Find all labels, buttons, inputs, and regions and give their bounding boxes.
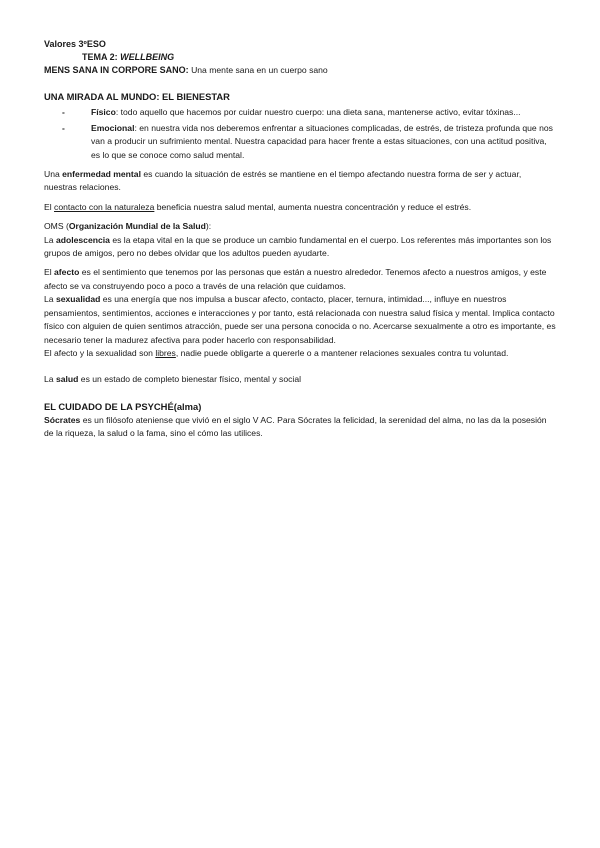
topic-name: WELLBEING: [120, 52, 175, 62]
text: es la etapa vital en la que se produce un cambio fundamental en el cuerpo. Los referentes más importantes son los grupos de amigos, pero no debes olvidar que los adultos pueden ayudarte.: [44, 234, 552, 259]
text: beneficia nuestra salud mental, aumenta nuestra concentración y reduce el estrés.: [154, 201, 472, 212]
term-enfermedad-mental: enfermedad mental: [62, 169, 141, 180]
paragraph-affection: [44, 266, 556, 293]
text: La: [44, 374, 56, 385]
term-libres: libres: [155, 347, 176, 358]
motto-translation: Una mente sana en un cuerpo sano: [188, 65, 328, 75]
term-oms: Organización Mundial de la Salud: [68, 221, 206, 232]
motto-line: [44, 64, 556, 77]
list-item: [44, 106, 556, 119]
section1-heading: UNA MIRADA AL MUNDO: EL BIENESTAR: [44, 91, 230, 103]
list-item: [44, 122, 556, 162]
term-sexualidad: sexualidad: [55, 294, 101, 305]
list-item-text: : todo aquello que hacemos por cuidar nuestro cuerpo: una dieta sana, mantenerse activo, evitar tóxinas...: [115, 107, 521, 118]
topic-label: TEMA 2:: [82, 52, 121, 62]
paragraph-socrates: [44, 414, 556, 441]
text: es cuando la situación de estrés se mantiene en el tiempo afectando nuestra forma de ser y actuar, nuestras relaciones.: [44, 169, 522, 193]
text: OMS (: [44, 221, 69, 232]
text: es una energía que nos impulsa a buscar afecto, contacto, placer, ternura, intimidad..., influye en nuestros pensamientos, sentimientos, acciones e interacciones y por tanto, está relacionada con nuestra salud física y mental. Implica contacto físico con alguien de quien sentimos atracción, puede ser una persona conocida o no. Acercarse sexualmente a otro es importante, es necesario tener la madurez afectiva para poder hacerlo con responsabilidad.: [44, 294, 556, 345]
paragraph-sexuality: [44, 293, 556, 347]
term-socrates: Sócrates: [44, 414, 81, 425]
wellbeing-list: [44, 106, 556, 162]
paragraph-adolescence: [44, 234, 556, 261]
paragraph-mental-illness: [44, 168, 556, 195]
list-item-term: Físico: [91, 107, 116, 118]
motto-latin: MENS SANA IN CORPORE SANO:: [44, 65, 189, 75]
topic-title: [44, 51, 556, 64]
text: es un filósofo ateniense que vivió en el siglo V AC. Para Sócrates la felicidad, la serenidad del alma, no las da la posesión de la riqueza, la salud o la fama, sino el cómo las utilices.: [44, 414, 547, 439]
text: El afecto y la sexualidad son: [44, 347, 156, 358]
course-title: Valores 3ºESO: [44, 39, 106, 49]
paragraph-health: [44, 373, 556, 386]
text: es un estado de completo bienestar físico, mental y social: [78, 374, 302, 385]
text: ):: [205, 221, 212, 232]
paragraph-nature: [44, 201, 556, 214]
term-afecto: afecto: [54, 267, 80, 278]
list-item-term: Emocional: [91, 122, 135, 133]
text: La: [44, 294, 56, 305]
term-salud: salud: [55, 374, 79, 385]
paragraph-oms: [44, 220, 556, 233]
text: , nadie puede obligarte a quererle o a mantener relaciones sexuales contra tu voluntad.: [175, 347, 509, 358]
term-adolescencia: adolescencia: [55, 234, 110, 245]
list-dash: -: [62, 107, 65, 118]
text: El: [44, 267, 55, 278]
text: es el sentimiento que tenemos por las personas que están a nuestro alrededor. Tenemos afecto a nuestros amigos, y este afecto se va construyendo poco a poco a través de una relación que cuidamos.: [44, 267, 547, 291]
list-item-text: : en nuestra vida nos deberemos enfrentar a situaciones complicadas, de estrés, de tristeza profunda que nos van a producir un sufrimiento mental. Nuestra capacidad para hacer frente a estas situaciones, con una actitud positiva, es lo que se conoce como salud mental.: [91, 122, 553, 160]
section2-heading: EL CUIDADO DE LA PSYCHÉ(alma): [44, 400, 202, 412]
text: Una: [44, 169, 63, 180]
paragraph-freedom: [44, 347, 556, 360]
text: El: [44, 201, 55, 212]
list-dash: -: [62, 122, 65, 133]
term-contacto-naturaleza: contacto con la naturaleza: [54, 201, 155, 212]
text: La: [44, 234, 56, 245]
